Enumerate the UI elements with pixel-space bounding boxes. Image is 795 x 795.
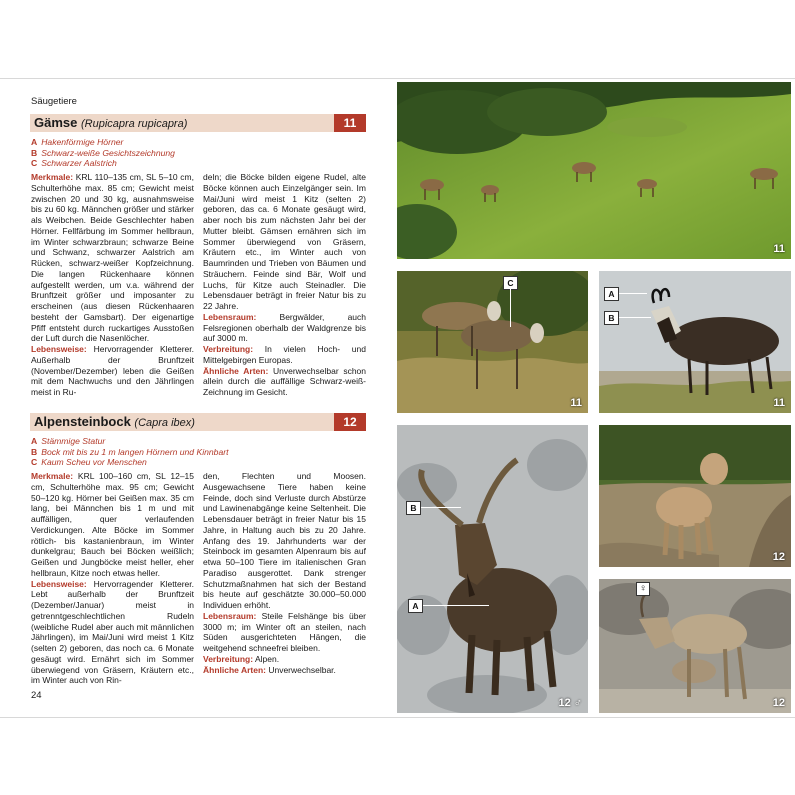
- callout-b-arrow: [619, 317, 651, 318]
- photo-ibex-female-image: [599, 579, 791, 713]
- callout-b: B: [406, 501, 421, 515]
- gaemse-column-2: deln; die Böcke bilden eigene Rudel, alte Böcke können auch Einzelgänger sein. Im Mai/Juni wird meist 1 Kitz (selten 2) geboren, das ca. 6 Monate gesäugt wird, aber noch bis zum nächsten Jahr bei der Mutter bleibt. Gämsen ernähren sich im Sommer überwiegend von Gräsern, Kräutern etc., im Winter auch von Baumrinden und Trieben von Bäumen und Sträuchern. Feinde sind Bär, Wolf und Luchs, für Kitze auch Steinadler. Die Lebensdauer beträgt in freier Natur bis zu 22 Jahre. Lebensraum: Bergwälder, auch Felsregionen oberhalb der Waldgrenze bis auf 3000 m. Verbreitung: In vielen Hoch- und Mittelgebirgen Europas. Ähnliche Arten: Unverwechselbar schon allein durch die auffällige Schwarz-weiß-Zeichnung im Gesicht.: [203, 172, 367, 397]
- photo-ibex-male: [397, 425, 588, 713]
- steinbock-column-1: Merkmale: KRL 100–160 cm, SL 12–15 cm, Schulterhöhe max. 95 cm; Gewicht 50–120 kg. Hörner bei Geißen max. 35 cm lang, bei Männchen bis 1 m und mit auffälligen, quer verlaufenden Verdickungen. Alte Böcke im Sommer rötlich- bis kastanienbraun, im Winter dunkelgrau; Bauch bei Böcken weißlich; Geißen und Jungböcke meist heller, eher hellbraun, Kitze noch etwas heller. Lebensweise: Hervorragender Kletterer. Lebt außerhalb der Brunftzeit (Dezember/Januar) meist in getrenntgeschlechtlichen Rudeln (weibliche Rudel aber auch mit männlichen Jährlingen), im Mai/Juni wird meist 1 Kitz (selten 2) geboren, das noch ca. 6 Monate gesäugt wird. Ernährt sich im Sommer überwiegend von Gräsern, Kräutern etc., im Winter auch von Rin-: [31, 471, 194, 686]
- bottom-rule: [0, 717, 795, 718]
- species-number: 11: [334, 114, 366, 132]
- photo-chamois-portrait: [599, 271, 791, 413]
- feature-a: A Stämmige Statur: [31, 436, 106, 446]
- photo-number-badge: 11: [570, 397, 582, 409]
- species-header-steinbock: [30, 413, 366, 431]
- callout-b: B: [604, 311, 619, 325]
- photo-chamois-herd: [397, 82, 791, 259]
- photo-chamois-herd-image: [397, 82, 791, 259]
- feature-b: B Schwarz-weiße Gesichtszeichnung: [31, 147, 175, 158]
- photo-chamois-pair-image: [397, 271, 588, 413]
- photo-number-badge: 12: [772, 697, 785, 709]
- species-title: Alpensteinbock (Capra ibex): [34, 414, 195, 429]
- species-title: Gämse (Rupicapra rupicapra): [34, 115, 188, 130]
- page-number: 24: [31, 690, 42, 701]
- photo-number-badge: 11: [773, 397, 785, 409]
- photo-number-badge: 12 ♂: [558, 697, 582, 709]
- category-label: Säugetiere: [31, 96, 77, 107]
- callout-a-arrow: [619, 293, 647, 294]
- callout-a: A: [408, 599, 423, 613]
- steinbock-column-2: den, Flechten und Moosen. Ausgewachsene Tiere haben keine Feinde, doch sind Verluste durch Abstürze und Lawinenabgänge keine Seltenheit. Die Lebensdauer beträgt in freier Natur bis 15 Jahre, in Haltung auch bis zu 20 Jahre. Anfang des 19. Jahrhunderts war der Steinbock im gesamten Alpenraum bis auf etwa 50–100 Tiere im italienischen Gran Paradiso ausgerottet. Dank strenger Schutzmaßnahmen hat sich der Bestand bis heute auf geschätzte 30.000–50.000 Individuen erhöht. Lebensraum: Steile Felshänge bis über 3000 m; im Winter oft an steilen, nach Süden ausgerichteten Hängen, die weitgehend schneefrei bleiben. Verbreitung: Alpen. Ähnliche Arten: Unverwechselbar.: [203, 471, 366, 675]
- photo-chamois-pair: [397, 271, 588, 413]
- photo-ibex-kid-image: [599, 425, 791, 567]
- female-symbol: ♀: [636, 582, 650, 596]
- photo-number-badge: 12: [772, 551, 785, 563]
- photo-ibex-male-image: [397, 425, 588, 713]
- callout-c: C: [503, 276, 518, 290]
- feature-c: C Kaum Scheu vor Menschen: [31, 457, 147, 467]
- callout-b-arrow: [421, 507, 461, 508]
- species-header-gaemse: [30, 114, 366, 132]
- callout-a: A: [604, 287, 619, 301]
- feature-c: C Schwarzer Aalstrich: [31, 158, 117, 168]
- photo-ibex-kid: [599, 425, 791, 567]
- feature-a: A Hakenförmige Hörner: [31, 137, 124, 147]
- callout-a-arrow: [423, 605, 489, 606]
- feature-b: B Bock mit bis zu 1 m langen Hörnern und Kinnbart: [31, 446, 229, 457]
- callout-c-arrow: [510, 289, 511, 327]
- species-number: 12: [334, 413, 366, 431]
- top-rule: [0, 78, 795, 79]
- photo-ibex-female: [599, 579, 791, 713]
- photo-number-badge: 11: [773, 243, 785, 255]
- gaemse-column-1: Merkmale: KRL 110–135 cm, SL 5–10 cm, Schulterhöhe max. 85 cm; Gewicht meist zwischen 20 und 30 kg, ausnahmsweise bis zu 60 kg. Männchen größer und stärker als Weibchen. Beide Geschlechter haben Hörner. Fellfärbung im Sommer hellbraun, im Winter schwarzbraun; schwarze Beine und Schwanz, schwarzer Aalstrich am Rücken, schwarz-weißer Kopfzeichnung. Die langen Rückenhaare können aufgestellt werden, um v.a. während der Brunftzeit größer und imposanter zu erscheinen (aus diesen Rückenhaaren besteht der Gamsbart). Der eigenartige Pfiff entsteht durch ruckartiges Ausstoßen der Luft durch die Nasenlöcher. Lebensweise: Hervorragender Kletterer. Außerhalb der Brunftzeit (November/Dezember) leben die Geißen mit dem Nachwuchs und den Jährlingen meist in Ru-: [31, 172, 194, 397]
